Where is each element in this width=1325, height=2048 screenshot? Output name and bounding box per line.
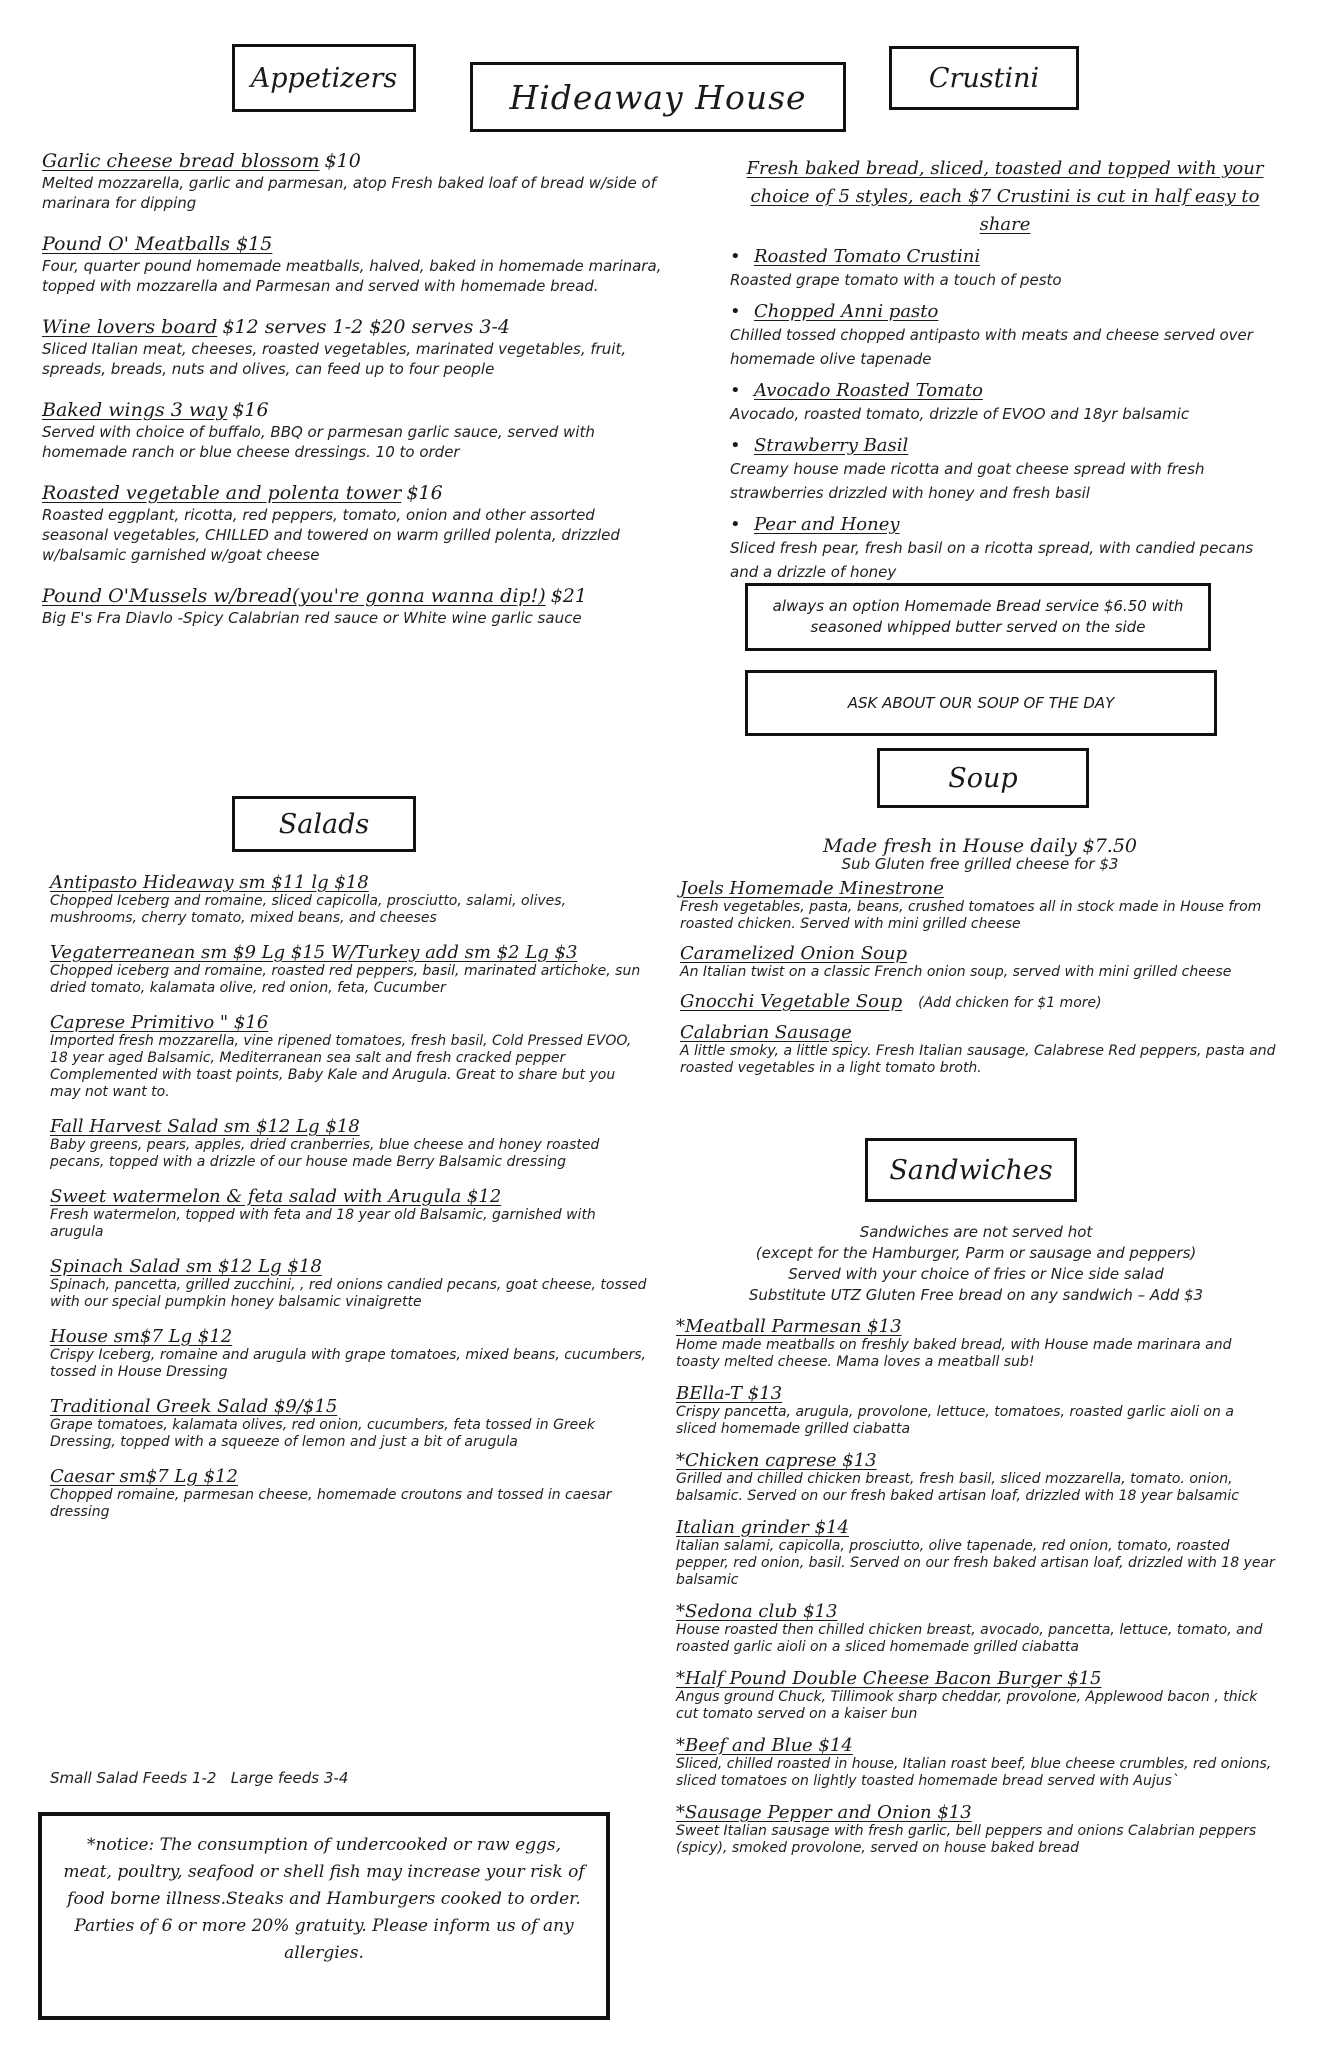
soup-list [680,878,1280,1077]
salad-title: House sm$7 Lg $12 [50,1326,233,1347]
appetizer-item [42,233,662,296]
salad-title: Caesar sm$7 Lg $12 [50,1466,238,1487]
crustini-list [730,245,1280,584]
crustini-intro: Fresh baked bread, sliced, toasted and topped with your choice of 5 styles, each $7 Crustini is cut in half easy to share [746,158,1264,235]
soup-of-day-text: ASK ABOUT OUR SOUP OF THE DAY [847,693,1115,712]
soup-desc: Fresh vegetables, pasta, beans, crushed tomatoes all in stock made in House from roasted chicken. Served with mini grilled cheese [680,899,1262,932]
soup-of-day-note [745,670,1217,736]
appetizer-desc: Four, quarter pound homemade meatballs, halved, baked in homemade marinara, topped with mozzarella and Parmesan and served with homemade bread. [42,257,662,295]
crustini-heading-label: Crustini [928,62,1040,94]
salad-desc: Chopped Iceberg and romaine, sliced capicolla, prosciutto, salami, olives, mushrooms, cherry tomato, mixed beans, and cheeses [50,893,567,926]
appetizer-heading [42,316,662,339]
salad-item [50,1326,650,1381]
sandwich-title: *Chicken caprese $13 [676,1450,877,1471]
appetizer-price: $21 [550,585,587,607]
salad-desc: Chopped iceberg and romaine, roasted red peppers, basil, marinated artichoke, sun dried tomato, kalamata olive, red onion, feta, Cucumber [50,963,641,996]
salad-title: Sweet watermelon & feta salad with Arugula $12 [50,1186,502,1207]
salads-list [50,872,650,1536]
salad-title: Antipasto Hideaway sm $11 lg $18 [50,872,369,893]
crustini-title: • Avocado Roasted Tomato [754,379,1280,402]
crustini-title: • Strawberry Basil [754,434,1280,457]
crustini-item [730,434,1280,505]
salad-desc: Imported fresh mozzarella, vine ripened tomatoes, fresh basil, Cold Pressed EVOO, 18 year aged Balsamic, Mediterranean sea salt and fresh cracked pepper Complemented with toast points, Baby Kale and Arugula. Great to share but you may not want to. [50,1033,632,1100]
salad-title: Traditional Greek Salad $9/$15 [50,1396,338,1417]
sandwich-desc: Crispy pancetta, arugula, provolone, lettuce, tomatoes, roasted garlic aioli on a sliced homemade grilled ciabatta [676,1404,1234,1437]
soup-desc: An Italian twist on a classic French onion soup, served with mini grilled cheese [680,964,1232,980]
crustini-desc: Roasted grape tomato with a touch of pesto [730,271,1062,289]
appetizer-title: Roasted vegetable and polenta tower [42,482,402,504]
appetizer-price: $12 serves 1-2 $20 serves 3-4 [222,316,510,338]
appetizers-list [42,150,662,648]
salad-item [50,1012,650,1101]
sandwich-intro-line: Served with your choice of fries or Nice side salad [788,1265,1164,1283]
appetizer-item [42,150,662,213]
sandwich-item [676,1383,1276,1438]
appetizer-item [42,399,662,462]
sandwich-title: BElla-T $13 [676,1383,783,1404]
notice-text: *notice: The consumption of undercooked or raw eggs, meat, poultry, seafood or shell fish may increase your risk of food borne illness.Steaks and Hamburgers cooked to order. Parties of 6 or more 20% gratuity. Please inform us of any allergies. [63,1835,585,1963]
sandwich-title: *Half Pound Double Cheese Bacon Burger $15 [676,1668,1102,1689]
sandwich-intro-line: (except for the Hamburger, Parm or sausage and peppers) [755,1244,1197,1262]
salad-title: Vegaterreanean sm $9 Lg $15 W/Turkey add sm $2 Lg $3 [50,942,578,963]
salads-heading-label: Salads [278,808,370,840]
crustini-item [730,300,1280,371]
soup-header: Made fresh in House daily $7.50 [822,835,1138,857]
appetizer-desc: Melted mozzarella, garlic and parmesan, atop Fresh baked loaf of bread w/side of marinara for dipping [42,174,656,212]
salad-item [50,1116,650,1171]
salad-item [50,1256,650,1311]
appetizer-heading [42,482,662,505]
appetizer-title: Pound O'Mussels w/bread(you're gonna wanna dip!) [42,585,546,607]
sandwiches-heading-label: Sandwiches [889,1154,1053,1186]
sandwiches-heading [865,1138,1077,1202]
appetizers-heading [232,44,416,112]
salad-title: Caprese Primitivo " $16 [50,1012,269,1033]
crustini-item [730,245,1280,292]
salad-desc: Spinach, pancetta, grilled zucchini, , red onions candied pecans, goat cheese, tossed with our special pumpkin honey balsamic vinaigrette [50,1277,647,1310]
sandwich-title: *Beef and Blue $14 [676,1735,853,1756]
soup-item [680,991,1280,1012]
sandwich-item [676,1601,1276,1656]
appetizer-heading [42,150,662,173]
soup-item [680,878,1280,933]
crustini-heading [889,46,1079,110]
sandwich-item [676,1735,1276,1790]
sandwich-title: *Sausage Pepper and Onion $13 [676,1802,972,1823]
crustini-desc: Avocado, roasted tomato, drizzle of EVOO and 18yr balsamic [730,405,1190,423]
salad-desc: Chopped romaine, parmesan cheese, homemade croutons and tossed in caesar dressing [50,1487,612,1520]
salad-item [50,872,650,927]
soup-extra: (Add chicken for $1 more) [918,995,1102,1011]
soup-title: Joels Homemade Minestrone [680,878,944,899]
sandwich-title: Italian grinder $14 [676,1517,849,1538]
salad-item [50,1466,650,1521]
salads-heading [232,796,416,852]
appetizer-desc: Roasted eggplant, ricotta, red peppers, tomato, onion and other assorted seasonal vegetables, CHILLED and towered on warm grilled polenta, drizzled w/balsamic garnished w/goat cheese [42,506,620,564]
soup-title: Calabrian Sausage [680,1022,852,1043]
appetizer-item [42,316,662,379]
appetizer-item [42,585,662,628]
crustini-item [730,513,1280,584]
soup-heading-line [680,1022,1280,1043]
crustini-title: • Chopped Anni pasto [754,300,1280,323]
crustini-item [730,379,1280,426]
appetizer-title: Garlic cheese bread blossom [42,150,320,172]
sandwich-intro-line: Substitute UTZ Gluten Free bread on any sandwich – Add $3 [748,1286,1204,1304]
sandwich-desc: Sliced, chilled roasted in house, Italian roast beef, blue cheese crumbles, red onions, sliced tomatoes on lightly toasted homemade bread served with Aujus` [676,1756,1272,1789]
appetizer-desc: Sliced Italian meat, cheeses, roasted vegetables, marinated vegetables, fruit, spreads, breads, nuts and olives, can feed up to four people [42,340,627,378]
sandwich-item [676,1668,1276,1723]
appetizer-price: $16 [232,399,269,421]
sandwich-desc: Angus ground Chuck, Tillimook sharp cheddar, provolone, Applewood bacon , thick cut tomato served on a kaiser bun [676,1689,1258,1722]
sandwich-title: *Sedona club $13 [676,1601,838,1622]
appetizer-desc: Big E's Fra Diavlo -Spicy Calabrian red sauce or White wine garlic sauce [42,609,582,627]
food-safety-notice [38,1812,610,2020]
appetizer-title: Pound O' Meatballs $15 [42,233,273,255]
soup-heading-line [680,943,1280,964]
salad-item [50,1396,650,1451]
salad-item [50,942,650,997]
restaurant-name: Hideaway House [509,77,807,117]
soup-section [680,836,1280,1087]
salad-title: Spinach Salad sm $12 Lg $18 [50,1256,322,1277]
soup-item [680,1022,1280,1077]
sandwich-item [676,1517,1276,1589]
soup-heading [877,748,1089,808]
crustini-desc: Chilled tossed chopped antipasto with meats and cheese served over homemade olive tapenade [730,326,1253,368]
bread-service-text: always an option Homemade Bread service $6.50 with seasoned whipped butter served on the side [772,597,1184,636]
soup-item [680,943,1280,981]
appetizer-price: $10 [324,150,361,172]
sandwich-intro-line: Sandwiches are not served hot [859,1223,1093,1241]
soup-sub: Sub Gluten free grilled cheese for $3 [841,855,1119,873]
salad-desc: Baby greens, pears, apples, dried cranberries, blue cheese and honey roasted pecans, topped with a drizzle of our house made Berry Balsamic dressing [50,1137,600,1170]
soup-heading-label: Soup [948,762,1018,794]
appetizer-title: Baked wings 3 way [42,399,228,421]
soup-title: Gnocchi Vegetable Soup [680,991,903,1012]
appetizers-heading-label: Appetizers [250,62,398,94]
salad-title: Fall Harvest Salad sm $12 Lg $18 [50,1116,360,1137]
sandwich-desc: Sweet Italian sausage with fresh garlic, bell peppers and onions Calabrian peppers (spicy), smoked provolone, served on house baked bread [676,1823,1257,1856]
soup-desc: A little smoky, a little spicy. Fresh Italian sausage, Calabrese Red peppers, pasta and roasted vegetables in a light tomato broth. [680,1043,1276,1076]
salad-desc: Grape tomatoes, kalamata olives, red onion, cucumbers, feta tossed in Greek Dressing, topped with a squeeze of lemon and just a bit of arugula [50,1417,596,1450]
crustini-title: • Pear and Honey [754,513,1280,536]
appetizer-heading [42,585,662,608]
sandwiches-intro [676,1222,1276,1306]
salad-desc: Fresh watermelon, topped with feta and 18 year old Balsamic, garnished with arugula [50,1207,596,1240]
sandwich-desc: Grilled and chilled chicken breast, fresh basil, sliced mozzarella, tomato. onion, balsamic. Served on our fresh baked artisan loaf, drizzled with 18 year balsamic [676,1471,1239,1504]
salad-item [50,1186,650,1241]
appetizer-heading [42,233,662,256]
restaurant-title [470,62,846,132]
sandwich-desc: Italian salami, capicolla, prosciutto, olive tapenade, red onion, tomato, roasted pepper, red onion, basil. Served on our fresh baked artisan loaf, drizzled with 18 year balsamic [676,1538,1275,1588]
appetizer-item [42,482,662,565]
sandwich-item [676,1450,1276,1505]
sandwich-item [676,1316,1276,1371]
soup-heading-line [680,991,1280,1012]
sandwich-intro-lines [676,1222,1276,1306]
sandwich-desc: Home made meatballs on freshly baked bread, with House made marinara and toasty melted cheese. Mama loves a meatball sub! [676,1337,1232,1370]
crustini-desc: Sliced fresh pear, fresh basil on a ricotta spread, with candied pecans and a drizzle of honey [730,539,1254,581]
sandwich-title: *Meatball Parmesan $13 [676,1316,902,1337]
bread-service-note [745,583,1211,651]
sandwich-desc: House roasted then chilled chicken breast, avocado, pancetta, lettuce, tomato, and roasted garlic aioli on a sliced homemade grilled ciabatta [676,1622,1263,1655]
sandwich-item [676,1802,1276,1857]
salad-desc: Crispy Iceberg, romaine and arugula with grape tomatoes, mixed beans, cucumbers, tossed in House Dressing [50,1347,647,1380]
appetizer-title: Wine lovers board [42,316,218,338]
soup-heading-line [680,878,1280,899]
appetizer-desc: Served with choice of buffalo, BBQ or parmesan garlic sauce, served with homemade ranch or blue cheese dressings. 10 to order [42,423,595,461]
appetizer-price: $16 [406,482,443,504]
crustini-title: • Roasted Tomato Crustini [754,245,1280,268]
appetizer-heading [42,399,662,422]
crustini-desc: Creamy house made ricotta and goat cheese spread with fresh strawberries drizzled with honey and fresh basil [730,460,1205,502]
salad-size-footer: Small Salad Feeds 1-2 Large feeds 3-4 [50,1769,349,1787]
soup-title: Caramelized Onion Soup [680,943,907,964]
crustini-section [730,155,1280,592]
sandwich-list [676,1316,1276,1869]
